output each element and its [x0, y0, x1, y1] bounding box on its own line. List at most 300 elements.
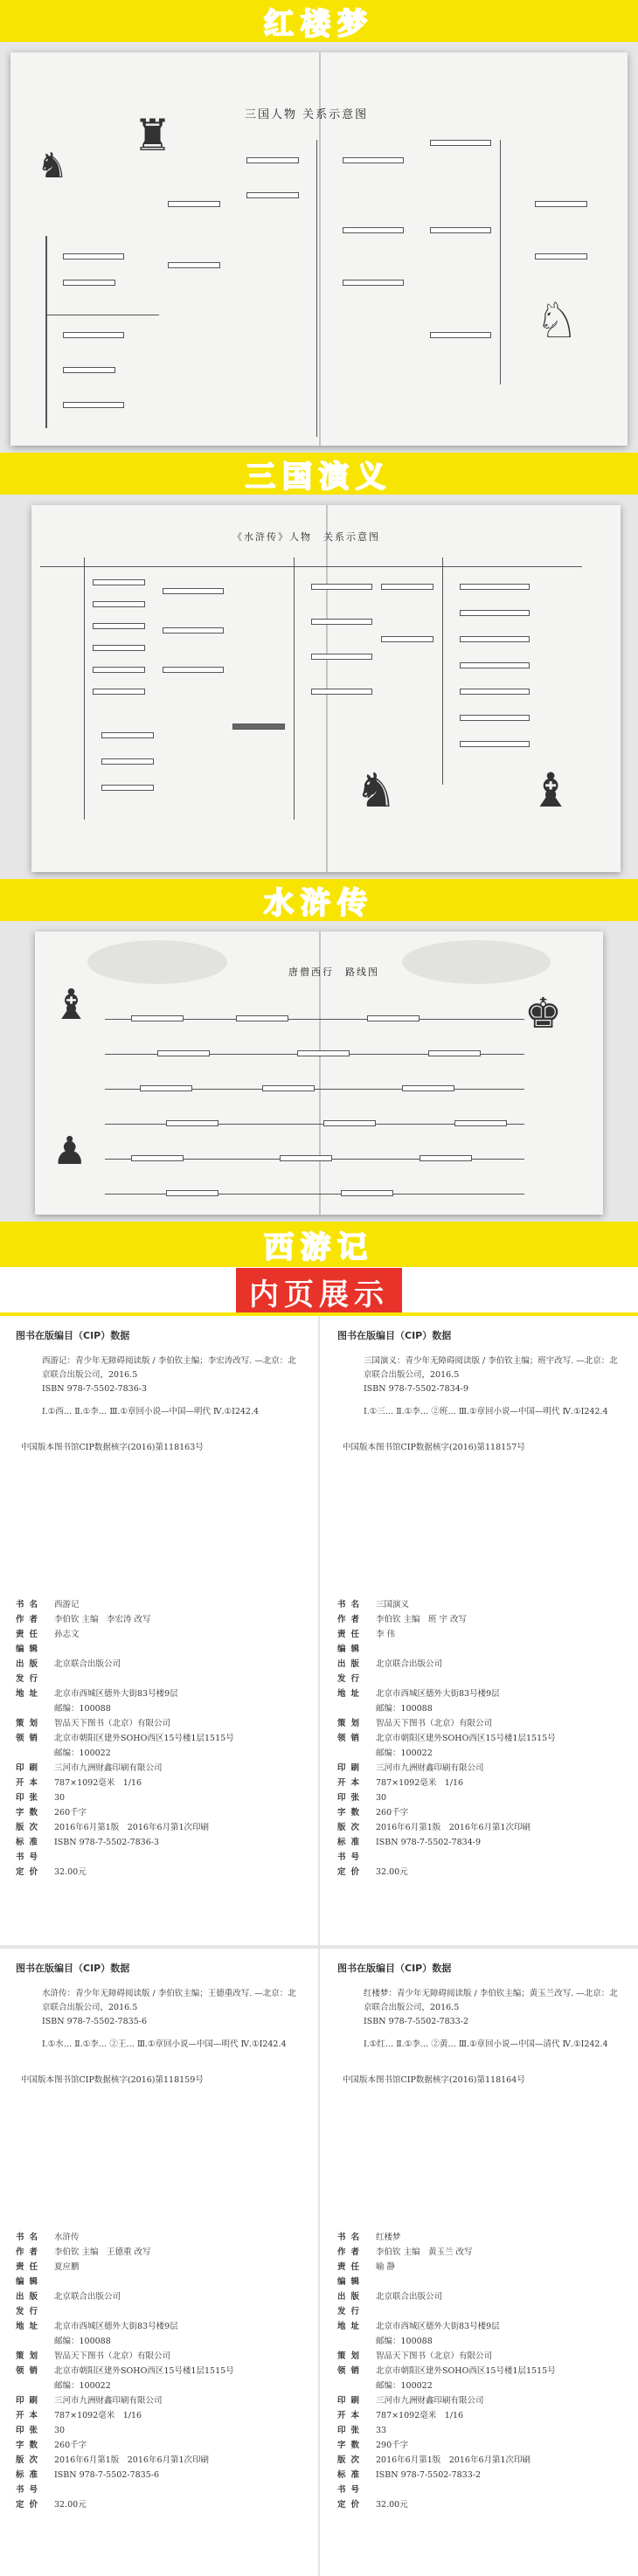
info-value: 智品天下图书（北京）有限公司 [376, 1719, 493, 1728]
info-key: 作者 [16, 2247, 44, 2257]
route-stop [323, 1120, 376, 1126]
info-value: 邮编：100088 [54, 1704, 111, 1714]
info-row [16, 2289, 304, 2319]
cip-pages-grid [0, 1316, 638, 2576]
info-row [16, 1790, 304, 1805]
cip-title: 图书在版编目（CIP）数据 [16, 1963, 130, 1974]
info-value: 智品天下图书（北京）有限公司 [54, 2351, 171, 2361]
info-value-group [54, 2468, 304, 2497]
relation-box [63, 280, 115, 286]
cip-description: 三国演义：青少年无障碍阅读版 / 李伯钦主编；班宇改写. —北京：北京联合出版公司，2016.5 [364, 1356, 618, 1380]
info-row [337, 1597, 626, 1612]
info-value-group [376, 1790, 626, 1805]
cip-isbn: ISBN 978-7-5502-7836-3 [42, 1384, 147, 1394]
info-value-group [376, 1820, 626, 1835]
horseman-figure-icon: ♘ [535, 293, 579, 350]
info-row [337, 1835, 626, 1865]
info-value-group [54, 2438, 304, 2453]
info-key: 出版发行 [337, 1659, 365, 1684]
relation-box [311, 689, 372, 695]
info-value-group [54, 2319, 304, 2349]
info-row [16, 2393, 304, 2408]
info-row [16, 2497, 304, 2512]
cip-page [322, 1316, 636, 1943]
inner-pages-title: 内页展示 [236, 1268, 402, 1316]
info-value-group [54, 1612, 304, 1627]
info-row [337, 2230, 626, 2245]
map-title: 唐僧西行 路线图 [288, 966, 379, 978]
info-key: 印刷 [16, 1763, 44, 1773]
section-banner-hongloumeng [0, 0, 638, 42]
cip-number: 中国版本图书馆CIP数据核字(2016)第118157号 [343, 1443, 525, 1452]
info-value-group [376, 1657, 626, 1686]
info-value-group [54, 1820, 304, 1835]
section-banner-xiyou [0, 1222, 638, 1267]
info-value-group [54, 1686, 304, 1716]
info-key: 标准书号 [337, 2470, 365, 2495]
info-row [16, 2245, 304, 2260]
info-value: 北京市朝阳区建外SOHO西区15号楼1层1515号 [376, 1734, 556, 1743]
info-row [337, 1612, 626, 1627]
info-value: ISBN 978-7-5502-7834-9 [376, 1838, 481, 1847]
disciples-figure-icon: ♟ [52, 1129, 87, 1174]
cip-isbn: ISBN 978-7-5502-7834-9 [364, 1384, 468, 1394]
info-row [16, 2408, 304, 2423]
info-value-group [54, 2349, 304, 2393]
info-row [337, 2497, 626, 2512]
section-banner-sanguo [0, 453, 638, 495]
cip-page [0, 1316, 315, 1943]
info-key: 出版发行 [16, 2292, 44, 2316]
info-row [337, 1805, 626, 1820]
info-key: 标准书号 [16, 2470, 44, 2495]
relation-box [460, 715, 530, 721]
warrior-figure-icon: ♞ [37, 146, 68, 186]
info-value: 三国演义 [376, 1600, 410, 1610]
info-key: 策划领销 [337, 2351, 365, 2376]
info-value: 290千字 [376, 2441, 409, 2450]
book-photo-2 [0, 495, 638, 879]
relation-box [93, 623, 145, 629]
info-row [337, 2438, 626, 2453]
map-title: 三国人物 关系示意图 [245, 108, 369, 121]
info-value: 邮编：100022 [54, 2381, 111, 2391]
info-key: 开本 [16, 1778, 44, 1788]
info-row [337, 2468, 626, 2497]
monk-figure-icon: ♝ [530, 763, 572, 818]
info-row [16, 2453, 304, 2468]
cip-isbn: ISBN 978-7-5502-7833-2 [364, 2017, 468, 2026]
info-value: 260千字 [376, 1808, 409, 1818]
info-value-group [376, 2393, 626, 2408]
relation-box [93, 601, 145, 607]
info-row [337, 1716, 626, 1761]
info-value-group [54, 1657, 304, 1686]
route-stop [131, 1015, 184, 1021]
info-key: 作者 [337, 1615, 365, 1624]
inner-pages-banner [0, 1267, 638, 1316]
relation-box [535, 201, 587, 207]
info-value-group [54, 2497, 304, 2512]
info-value-group [54, 1776, 304, 1790]
info-value: 787×1092毫米 1/16 [54, 2411, 142, 2420]
info-value: 夏应鹏 [54, 2262, 80, 2272]
route-stop [367, 1015, 420, 1021]
info-value-group [376, 2438, 626, 2453]
section-title: 西游记 [264, 1229, 374, 1265]
info-value-group [54, 2408, 304, 2423]
info-value-group [376, 1761, 626, 1776]
info-value-group [376, 2260, 626, 2289]
info-value: 32.00元 [54, 2500, 87, 2510]
tree-line [316, 140, 317, 437]
relation-box [381, 636, 433, 642]
info-key: 责任编辑 [16, 1630, 44, 1654]
info-row [16, 2319, 304, 2349]
info-value: 2016年6月第1版 2016年6月第1次印刷 [376, 1823, 531, 1832]
route-stop [131, 1155, 184, 1161]
info-value: 北京市朝阳区建外SOHO西区15号楼1层1515号 [54, 2366, 234, 2376]
info-row [16, 1835, 304, 1865]
info-row [337, 1686, 626, 1716]
info-key: 定价 [16, 2500, 44, 2510]
info-value: 2016年6月第1版 2016年6月第1次印刷 [376, 2455, 531, 2465]
info-row [337, 2453, 626, 2468]
info-value-group [376, 2453, 626, 2468]
info-value-group [376, 1865, 626, 1880]
info-key: 书名 [16, 2233, 44, 2242]
cip-number: 中国版本图书馆CIP数据核字(2016)第118159号 [21, 2075, 204, 2085]
relation-box [460, 662, 530, 668]
info-value-group [376, 2349, 626, 2393]
route-stop [262, 1085, 315, 1091]
copyright-info [337, 2230, 626, 2512]
info-value: 32.00元 [54, 1867, 87, 1877]
cip-classification: Ⅰ.①三… Ⅱ.①李… ②班… Ⅲ.①章回小说—中国—明代 Ⅳ.①I242.4 [364, 1407, 608, 1416]
relation-box [163, 588, 224, 594]
info-value: 三河市九洲财鑫印刷有限公司 [376, 2396, 484, 2406]
cip-description: 红楼梦：青少年无障碍阅读版 / 李伯钦主编；黄玉兰改写. —北京：北京联合出版公司，2016.5 [364, 1989, 618, 2012]
section-title: 红楼梦 [264, 6, 374, 42]
info-row [337, 1761, 626, 1776]
relation-box [63, 367, 115, 373]
route-stop [402, 1085, 454, 1091]
relation-box [430, 332, 491, 338]
info-value-group [54, 2423, 304, 2438]
relation-box [460, 610, 530, 616]
info-row [16, 1627, 304, 1657]
info-value: 北京联合出版公司 [376, 1659, 443, 1669]
info-value: 李伯钦 主编 王德重 改写 [54, 2247, 151, 2257]
map-title: 《水浒传》人物 关系示意图 [232, 531, 380, 543]
info-key: 策划领销 [16, 1719, 44, 1743]
info-value: 北京市西城区德外大街83号楼9层 [54, 2322, 178, 2331]
info-row [16, 1716, 304, 1761]
tree-line [84, 557, 85, 820]
info-value-group [54, 1805, 304, 1820]
relation-box [63, 402, 124, 408]
info-key: 责任编辑 [337, 1630, 365, 1654]
cip-classification: Ⅰ.①水… Ⅱ.①李… ②王… Ⅲ.①章回小说—中国—明代 Ⅳ.①I242.4 [42, 2039, 287, 2049]
route-stop [157, 1050, 210, 1056]
cip-description: 西游记：青少年无障碍阅读版 / 李伯钦主编；李宏涛改写. —北京：北京联合出版公司，2016.5 [42, 1356, 296, 1380]
info-row [16, 1612, 304, 1627]
info-row [337, 2260, 626, 2289]
info-value: 32.00元 [376, 1867, 408, 1877]
relation-box [311, 654, 372, 660]
info-key: 地址 [16, 2322, 44, 2331]
info-row [16, 1776, 304, 1790]
info-value-group [376, 1627, 626, 1657]
relation-box [63, 253, 124, 260]
info-value-group [376, 1716, 626, 1761]
info-value: 北京市西城区德外大街83号楼9层 [376, 1689, 500, 1699]
info-value-group [54, 2393, 304, 2408]
info-value-group [54, 2289, 304, 2319]
tree-line [500, 140, 501, 384]
info-row [337, 1820, 626, 1835]
info-key: 印张 [337, 1793, 365, 1803]
info-row [337, 1790, 626, 1805]
book-photo-3 [0, 921, 638, 1222]
info-value: 李 伟 [376, 1630, 396, 1639]
relation-box [343, 280, 404, 286]
info-value: 水浒传 [54, 2233, 80, 2242]
info-row [16, 2423, 304, 2438]
info-value: 30 [376, 1793, 387, 1803]
info-key: 字数 [337, 2441, 365, 2450]
info-value-group [376, 2245, 626, 2260]
relation-box [381, 584, 433, 590]
info-key: 书名 [16, 1600, 44, 1610]
info-value-group [54, 2245, 304, 2260]
info-key: 版次 [16, 1823, 44, 1832]
info-row [16, 2260, 304, 2289]
info-value-group [54, 1627, 304, 1657]
info-key: 开本 [337, 2411, 365, 2420]
relation-box [163, 667, 224, 673]
copyright-info [337, 1597, 626, 1880]
relation-box [343, 157, 404, 163]
info-value: 智品天下图书（北京）有限公司 [54, 1719, 171, 1728]
info-value-group [376, 2468, 626, 2497]
info-key: 定价 [337, 1867, 365, 1877]
info-value: 30 [54, 1793, 66, 1803]
info-key: 字数 [16, 2441, 44, 2450]
info-value-group [54, 2230, 304, 2245]
route-stop [166, 1190, 218, 1196]
book-spread [31, 505, 621, 872]
info-value: ISBN 978-7-5502-7836-3 [54, 1838, 159, 1847]
info-key: 策划领销 [16, 2351, 44, 2376]
relation-box [343, 227, 404, 233]
relation-box [430, 140, 491, 146]
info-value: 30 [54, 2426, 66, 2435]
info-key: 标准书号 [337, 1838, 365, 1862]
info-value-group [376, 2497, 626, 2512]
info-value-group [376, 2319, 626, 2349]
relation-box [535, 253, 587, 260]
info-value-group [376, 1597, 626, 1612]
info-row [337, 2349, 626, 2393]
info-key: 版次 [337, 2455, 365, 2465]
section-title: 水浒传 [264, 885, 374, 921]
info-row [337, 1657, 626, 1686]
info-key: 版次 [16, 2455, 44, 2465]
info-key: 印张 [337, 2426, 365, 2435]
info-value-group [54, 1790, 304, 1805]
cip-page [0, 1949, 315, 2576]
info-key: 版次 [337, 1823, 365, 1832]
info-value: 邮编：100022 [54, 1748, 111, 1758]
relation-box [168, 262, 220, 268]
info-value: ISBN 978-7-5502-7835-6 [54, 2470, 159, 2480]
info-row [16, 1686, 304, 1716]
relation-box [93, 645, 145, 651]
info-key: 书名 [337, 2233, 365, 2242]
info-value: 北京联合出版公司 [54, 2292, 121, 2302]
info-value-group [54, 1761, 304, 1776]
info-row [337, 1865, 626, 1880]
relation-box [460, 636, 530, 642]
cloud-decoration [402, 940, 551, 984]
info-value-group [54, 2453, 304, 2468]
tree-line [40, 566, 582, 567]
info-value: 红楼梦 [376, 2233, 401, 2242]
tang-monk-figure-icon: ♝ [52, 980, 91, 1029]
info-key: 作者 [16, 1615, 44, 1624]
tree-line [294, 557, 295, 820]
info-key: 开本 [337, 1778, 365, 1788]
info-value: ISBN 978-7-5502-7833-2 [376, 2470, 481, 2480]
info-value: 李伯钦 主编 黄玉兰 改写 [376, 2247, 473, 2257]
info-value: 787×1092毫米 1/16 [376, 1778, 464, 1788]
info-key: 印张 [16, 2426, 44, 2435]
relation-box [460, 741, 530, 747]
cip-body [42, 1354, 304, 1396]
cloud-decoration [87, 940, 227, 984]
info-key: 印刷 [337, 1763, 365, 1773]
demon-figure-icon: ♚ [524, 989, 563, 1038]
info-value: 2016年6月第1版 2016年6月第1次印刷 [54, 2455, 210, 2465]
info-value: 邮编：100022 [376, 1748, 433, 1758]
info-value-group [376, 1776, 626, 1790]
info-value: 260千字 [54, 1808, 87, 1818]
copyright-info [16, 1597, 304, 1880]
info-value: 三河市九洲财鑫印刷有限公司 [54, 2396, 163, 2406]
info-row [16, 2438, 304, 2453]
info-value-group [376, 2230, 626, 2245]
info-value: 喻 静 [376, 2262, 396, 2272]
info-value: 孙志文 [54, 1630, 80, 1639]
info-row [337, 2289, 626, 2319]
info-key: 定价 [16, 1867, 44, 1877]
info-key: 地址 [337, 1689, 365, 1699]
cip-number: 中国版本图书馆CIP数据核字(2016)第118163号 [21, 1443, 204, 1452]
info-value: 西游记 [54, 1600, 80, 1610]
info-value: 智品天下图书（北京）有限公司 [376, 2351, 493, 2361]
relation-box [93, 667, 145, 673]
info-value: 三河市九洲财鑫印刷有限公司 [54, 1763, 163, 1773]
route-stop [236, 1015, 288, 1021]
relation-box [93, 579, 145, 585]
info-row [337, 1627, 626, 1657]
relation-box [430, 227, 491, 233]
relation-box [460, 584, 530, 590]
info-value: 北京市西城区德外大街83号楼9层 [54, 1689, 178, 1699]
info-row [16, 1805, 304, 1820]
route-stop [341, 1190, 393, 1196]
info-row [16, 1865, 304, 1880]
info-row [16, 1820, 304, 1835]
route-stop [140, 1085, 192, 1091]
info-key: 印张 [16, 1793, 44, 1803]
book-spread [35, 931, 603, 1215]
cip-page [322, 1949, 636, 2576]
info-value: 三河市九洲财鑫印刷有限公司 [376, 1763, 484, 1773]
route-stop [428, 1050, 481, 1056]
relation-box [163, 627, 224, 634]
info-key: 地址 [16, 1689, 44, 1699]
info-key: 字数 [16, 1808, 44, 1818]
info-value: 李伯钦 主编 班 宇 改写 [376, 1615, 468, 1624]
relation-box [101, 758, 154, 765]
tree-line [442, 557, 443, 785]
info-row [337, 2408, 626, 2423]
info-value-group [54, 2260, 304, 2289]
info-value-group [54, 1835, 304, 1865]
info-value: 北京市朝阳区建外SOHO西区15号楼1层1515号 [54, 1734, 234, 1743]
info-value: 260千字 [54, 2441, 87, 2450]
copyright-info [16, 2230, 304, 2512]
relation-box [311, 619, 372, 625]
info-row [337, 2393, 626, 2408]
book-spread [10, 52, 628, 446]
cip-title: 图书在版编目（CIP）数据 [16, 1330, 130, 1341]
info-value-group [376, 2289, 626, 2319]
info-key: 出版发行 [337, 2292, 365, 2316]
info-value: 李伯钦 主编 李宏涛 改写 [54, 1615, 151, 1624]
info-value: 2016年6月第1版 2016年6月第1次印刷 [54, 1823, 210, 1832]
relation-box-dark [232, 724, 285, 730]
cip-title: 图书在版编目（CIP）数据 [337, 1330, 452, 1341]
info-key: 书名 [337, 1600, 365, 1610]
info-key: 地址 [337, 2322, 365, 2331]
info-row [337, 2245, 626, 2260]
info-value-group [376, 2423, 626, 2438]
cip-isbn: ISBN 978-7-5502-7835-6 [42, 2017, 147, 2026]
info-key: 印刷 [337, 2396, 365, 2406]
info-key: 责任编辑 [16, 2262, 44, 2287]
info-value: 北京市朝阳区建外SOHO西区15号楼1层1515号 [376, 2366, 556, 2376]
info-value: 33 [376, 2426, 387, 2435]
relation-box [101, 732, 154, 738]
info-value: 邮编：100088 [54, 2337, 111, 2346]
info-row [16, 2349, 304, 2393]
route-stop [297, 1050, 350, 1056]
info-row [16, 1657, 304, 1686]
info-row [337, 1776, 626, 1790]
info-row [16, 2468, 304, 2497]
info-row [337, 2423, 626, 2438]
info-value-group [54, 1597, 304, 1612]
cip-body [364, 1354, 626, 1396]
info-key: 字数 [337, 1808, 365, 1818]
hero-figure-icon: ♞ [355, 763, 398, 818]
general-figure-icon: ♜ [133, 110, 172, 161]
section-banner-shuihu [0, 879, 638, 921]
info-value-group [376, 1835, 626, 1865]
